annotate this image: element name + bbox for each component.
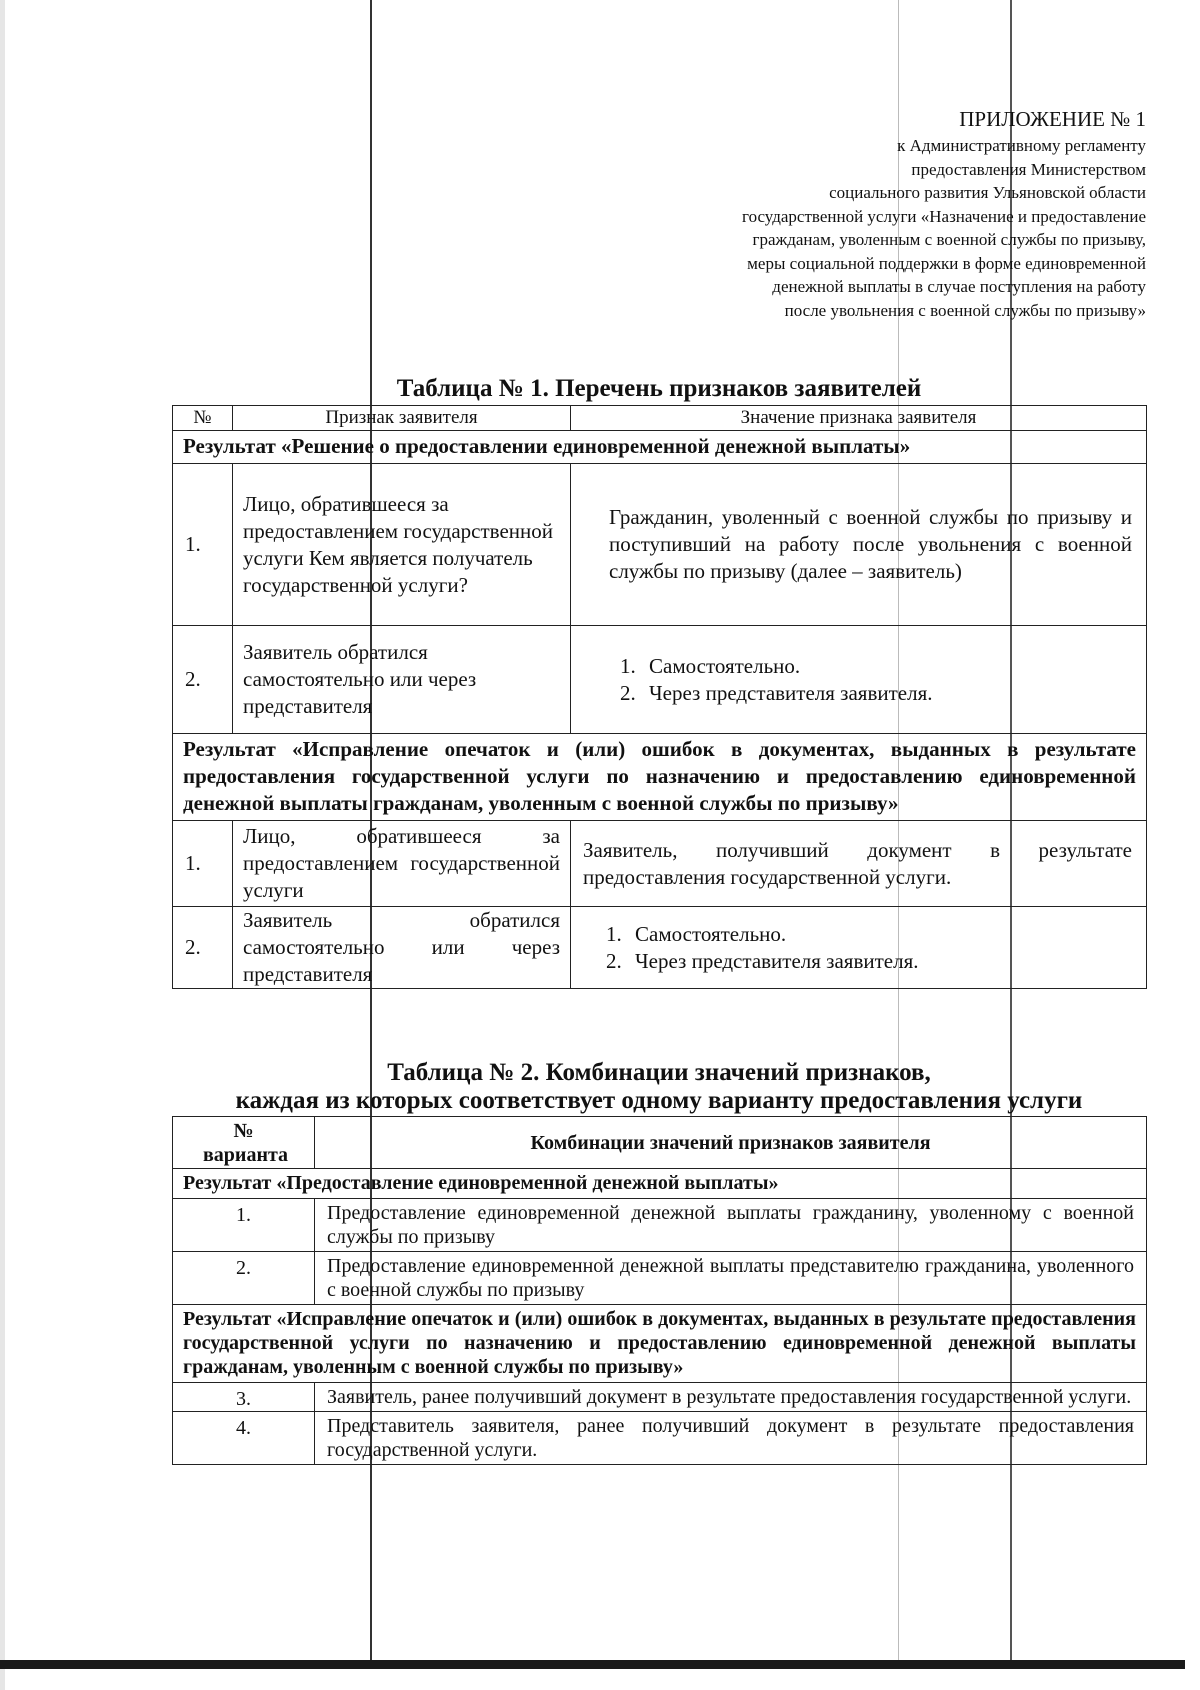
table-row bbox=[173, 1412, 1147, 1465]
table2-header-comb: Комбинации значений признаков заявителя bbox=[315, 1117, 1147, 1169]
table1-title: Таблица № 1. Перечень признаков заявителей bbox=[396, 375, 922, 402]
variant-number: 3. bbox=[173, 1383, 315, 1412]
scan-edge-bottom bbox=[0, 1660, 1185, 1669]
variant-number: 4. bbox=[173, 1412, 315, 1465]
option-item: 1. Самостоятельно. bbox=[641, 653, 1146, 680]
table1-header-row bbox=[173, 406, 1147, 431]
row-number: 2. bbox=[173, 626, 233, 734]
variant-combination: Предоставление единовременной денежной выплаты представителю гражданина, уволенного с военной службы по призыву bbox=[315, 1252, 1147, 1305]
option-item: 1. Самостоятельно. bbox=[627, 921, 1146, 948]
row-sign: Лицо, обратившееся за предоставлением государственной услуги bbox=[233, 821, 571, 907]
table2-header-num: № варианта bbox=[173, 1117, 315, 1169]
row-sign: Заявитель обратился самостоятельно или через представителя bbox=[233, 907, 571, 989]
table-row bbox=[173, 1252, 1147, 1305]
option-item: 2. Через представителя заявителя. bbox=[627, 948, 1146, 975]
table2-section-title: Результат «Исправление опечаток и (или) ошибок в документах, выданных в результате предоставления государственной услуги по назначению и предоставлению единовременной денежной выплаты гражданам, уволенным с военной службы по призыву» bbox=[173, 1305, 1147, 1383]
appendix-line: гражданам, уволенным с военной службы по призыву, bbox=[752, 230, 1146, 249]
table-row bbox=[173, 821, 1147, 907]
table-row bbox=[173, 464, 1147, 626]
row-value: Заявитель, получивший документ в результате предоставления государственной услуги. bbox=[571, 821, 1147, 907]
variant-combination: Представитель заявителя, ранее получивший документ в результате предоставления государственной услуги. bbox=[315, 1412, 1147, 1465]
variant-number: 1. bbox=[173, 1199, 315, 1252]
table1-section-row bbox=[173, 734, 1147, 821]
appendix-line: меры социальной поддержки в форме единовременной bbox=[747, 253, 1146, 273]
variant-combination: Предоставление единовременной денежной выплаты гражданину, уволенному с военной службы по призыву bbox=[315, 1199, 1147, 1252]
row-number: 1. bbox=[173, 464, 233, 626]
variant-combination: Заявитель, ранее получивший документ в результате предоставления государственной услуги. bbox=[315, 1383, 1147, 1412]
row-value bbox=[571, 626, 1147, 734]
row-number: 2. bbox=[173, 907, 233, 989]
options-list bbox=[571, 921, 1146, 975]
table2 bbox=[172, 1116, 1147, 1465]
row-value bbox=[571, 907, 1147, 989]
table1-section-row bbox=[173, 431, 1147, 464]
table1 bbox=[172, 405, 1147, 989]
row-sign: Лицо, обратившееся за предоставлением государственной услуги Кем является получатель государственной услуги? bbox=[233, 464, 571, 626]
option-item: 2. Через представителя заявителя. bbox=[641, 680, 1146, 707]
appendix-header bbox=[560, 107, 1146, 322]
appendix-line: денежной выплаты в случае поступления на работу bbox=[772, 277, 1146, 296]
table1-section-title: Результат «Решение о предоставлении единовременной денежной выплаты» bbox=[173, 431, 1147, 464]
options-list bbox=[571, 653, 1146, 707]
table1-header-value: Значение признака заявителя bbox=[571, 406, 1147, 431]
table1-section-title: Результат «Исправление опечаток и (или) ошибок в документах, выданных в результате предоставления государственной услуги по назначению и предоставлению единовременной денежной выплаты гражданам, уволенным с военной службы по призыву» bbox=[173, 734, 1147, 821]
row-value: Гражданин, уволенный с военной службы по призыву и поступивший на работу после увольнения с военной службы по призыву (далее – заявитель) bbox=[571, 464, 1147, 626]
appendix-line: после увольнения с военной службы по призыву» bbox=[784, 300, 1146, 320]
table2-title-line1: Таблица № 2. Комбинации значений признаков, bbox=[387, 1059, 931, 1086]
scan-edge-left bbox=[0, 0, 5, 1690]
table2-section-row bbox=[173, 1305, 1147, 1383]
table-row bbox=[173, 1383, 1147, 1412]
row-number: 1. bbox=[173, 821, 233, 907]
table-row bbox=[173, 626, 1147, 734]
appendix-line: государственной услуги «Назначение и предоставление bbox=[742, 206, 1146, 226]
appendix-line: социального развития Ульяновской области bbox=[829, 183, 1146, 202]
table1-header-sign: Признак заявителя bbox=[233, 406, 571, 431]
appendix-line: предоставления Министерством bbox=[911, 159, 1146, 179]
appendix-title: ПРИЛОЖЕНИЕ № 1 bbox=[959, 107, 1146, 131]
table-row bbox=[173, 1199, 1147, 1252]
variant-number: 2. bbox=[173, 1252, 315, 1305]
table-row bbox=[173, 907, 1147, 989]
row-sign: Заявитель обратился самостоятельно или через представителя bbox=[233, 626, 571, 734]
table2-title-line2: каждая из которых соответствует одному варианту предоставления услуги bbox=[235, 1087, 1083, 1114]
table1-header-num: № bbox=[173, 406, 233, 431]
table2-section-row bbox=[173, 1169, 1147, 1199]
table2-section-title: Результат «Предоставление единовременной денежной выплаты» bbox=[173, 1169, 1147, 1199]
table2-header-row bbox=[173, 1117, 1147, 1169]
appendix-line: к Административному регламенту bbox=[897, 136, 1146, 155]
